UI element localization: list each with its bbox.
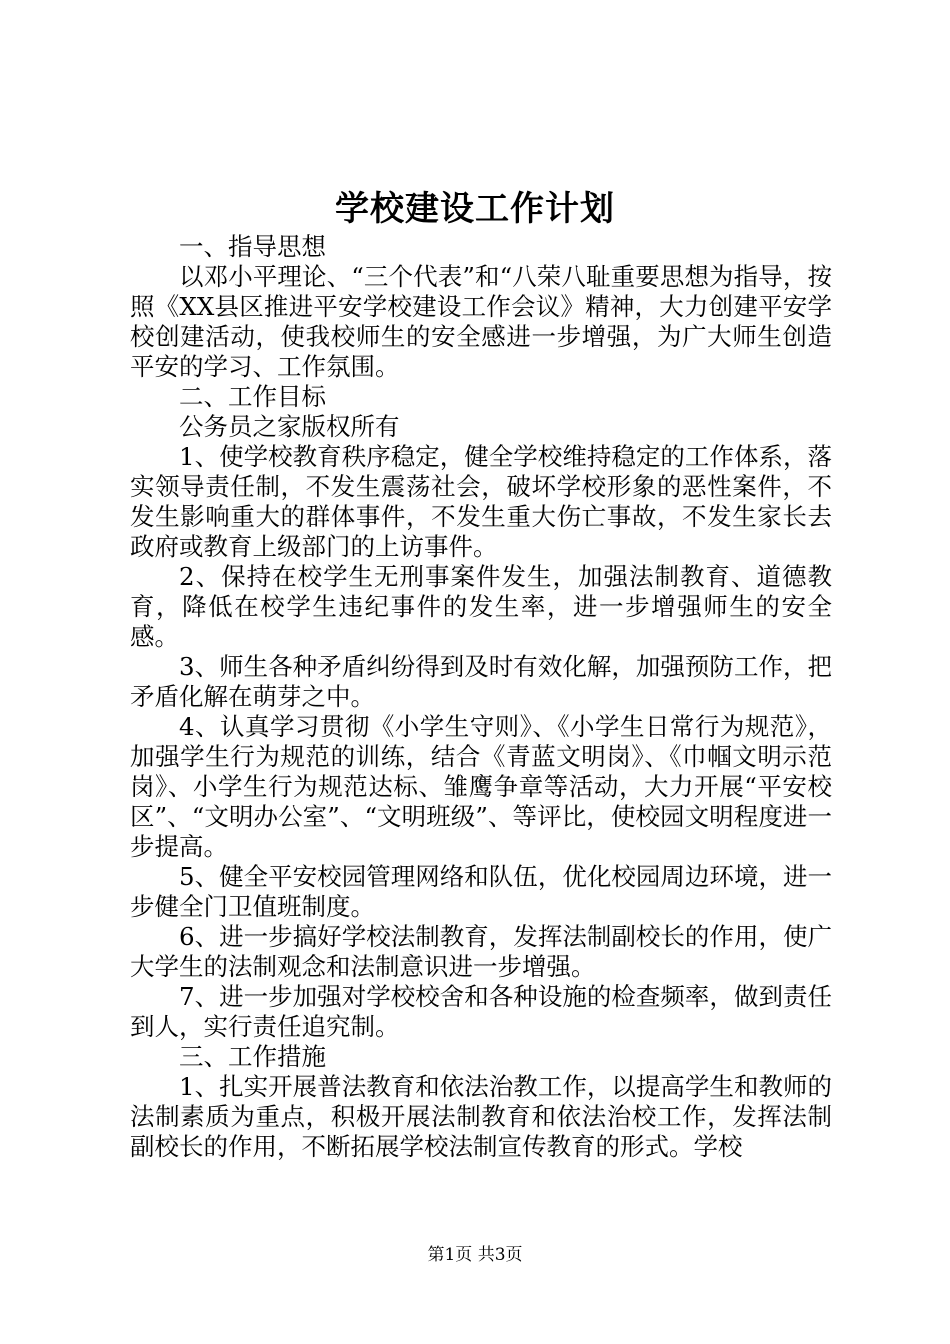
goal-item-3: 3、师生各种矛盾纠纷得到及时有效化解，加强预防工作，把矛盾化解在萌芽之中。 <box>130 652 832 711</box>
section-heading-work-measures: 三、工作措施 <box>179 1042 326 1071</box>
goal-item-6: 6、进一步搞好学校法制教育，发挥法制副校长的作用，使广大学生的法制观念和法制意识进一步增强。 <box>130 922 832 981</box>
goal-item-5: 5、健全平安校园管理网络和队伍，优化校园周边环境，进一步健全门卫值班制度。 <box>130 862 832 921</box>
measure-item-1: 1、扎实开展普法教育和依法治教工作，以提高学生和教师的法制素质为重点，积极开展法制教育和依法治校工作，发挥法制副校长的作用，不断拓展学校法制宣传教育的形式。学校 <box>130 1072 832 1161</box>
goal-item-2: 2、保持在校学生无刑事案件发生，加强法制教育、道德教育，降低在校学生违纪事件的发生率，进一步增强师生的安全感。 <box>130 562 832 651</box>
document-title: 学校建设工作计划 <box>335 189 615 229</box>
section-heading-guiding-ideology: 一、指导思想 <box>179 232 326 261</box>
copyright-line: 公务员之家版权所有 <box>179 412 400 441</box>
document-body <box>130 232 832 1162</box>
goal-item-7: 7、进一步加强对学校校舍和各种设施的检查频率，做到责任到人，实行责任追究制。 <box>130 982 832 1041</box>
goal-item-4: 4、认真学习贯彻《小学生守则》、《小学生日常行为规范》，加强学生行为规范的训练，结合《青蓝文明岗》、《巾帼文明示范岗》、小学生行为规范达标、雏鹰争章等活动，大力开展“平安校区”、“文明办公室”、“文明班级”、等评比，使校园文明程度进一步提高。 <box>130 712 832 861</box>
page-footer: 第1页 共3页 <box>427 1245 523 1265</box>
section-heading-work-goals: 二、工作目标 <box>179 382 326 411</box>
paragraph-guiding-ideology: 以邓小平理论、“三个代表”和“八荣八耻重要思想为指导，按照《XX县区推进平安学校建设工作会议》精神，大力创建平安学校创建活动，使我校师生的安全感进一步增强，为广大师生创造平安的学习、工作氛围。 <box>130 262 832 381</box>
goal-item-1: 1、使学校教育秩序稳定，健全学校维持稳定的工作体系，落实领导责任制，不发生震荡社会，破坏学校形象的恶性案件，不发生影响重大的群体事件，不发生重大伤亡事故，不发生家长去政府或教育上级部门的上访事件。 <box>130 442 832 561</box>
